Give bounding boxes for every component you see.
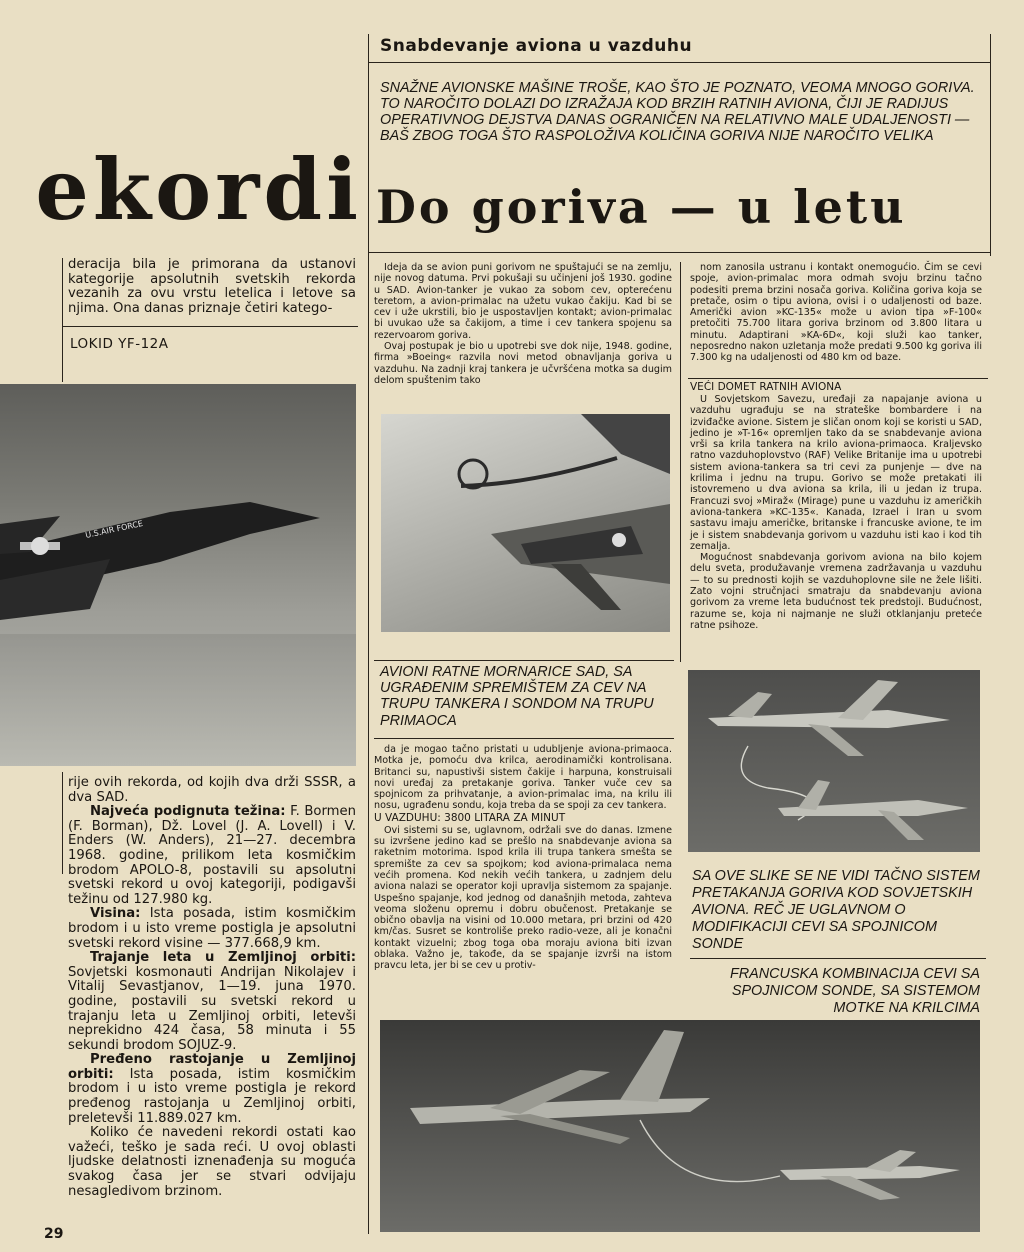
left-para-1: rije ovih rekorda, od kojih dva drži SSSR, a dva SAD. bbox=[68, 775, 356, 805]
left-column-rule bbox=[62, 258, 63, 382]
middle-para-1: Ideja da se avion puni gorivom ne spuštajući se na zemlju, nije novog datuma. Prvi pokušaji su učinjeni još 1930. godine u SAD. Avion-tanker je vukao za sobom cev, opterećenu teretom, a avion-primalac na užetu vukao čakiju. Kad bi se cev i uže ukrstili, bio je uspostavljen kontakt; avion-primalac bi uvukao uže sa čakijom, a time i cev tankera spojenu sa rezervoarom goriva. bbox=[374, 262, 672, 341]
plane-marking: U.S.AIR FORCE bbox=[84, 518, 144, 540]
title-underline bbox=[368, 62, 990, 63]
right-para-1: nom zanosila ustranu i kontakt onemogućio. Čim se cevi spoje, avion-primalac mora odmah svoju brzinu tačno podesiti prema brzini nosača goriva. Količina goriva koja se pretače, osim o tipu aviona, ovisi i o udaljenosti od baze. Američki avion »KC-135« može u avion tipa »F-100« pretočiti 75.700 litara goriva brzinom od 3.800 litara u minutu. Adaptirani »KA-6D«, koji služi kao tanker, neposredno nakon uzletanja može predati 9.500 kg goriva ili 7.300 kg na udaljenosti od 480 km od baze. bbox=[690, 262, 982, 364]
left-intro-text: deracija bila je primorana da ustanovi kategorije apsolutnih svetskih rekorda vezanih za ovu vrstu letelica i letove sa njima. Ona danas priznaje četiri katego- bbox=[68, 257, 356, 316]
middle-right-rule bbox=[680, 262, 681, 662]
french-refuel-photo bbox=[380, 1020, 980, 1232]
left-para-2-label: Najveća podignuta težina: bbox=[90, 804, 286, 820]
middle-col-bottom bbox=[374, 744, 672, 972]
middle-para-3: da je mogao tačno pristati u udubljenje aviona-primaoca. Motka je, pomoću dva krilca, aerodinamički kontrolisana. Britanci su, napustivši sistem čakije i harpuna, konstruisali novi uređaj za pretakanje goriva. Tanker vuče cev sa spojnicom za prihvatanje, a avion-primalac ima, na krilu ili nosu, ugrađenu sondu, koja treba da se spoji za cev tankera. bbox=[374, 744, 672, 812]
right-top-divider bbox=[688, 378, 988, 379]
navy-photo-caption: AVIONI RATNE MORNARICE SAD, SA UGRAĐENIM SPREMIŠTEM ZA CEV NA TRUPU TANKERA I SONDOM NA TRUPU PRIMAOCA bbox=[380, 664, 654, 729]
yf12-photo bbox=[0, 384, 356, 766]
article-intro: SNAŽNE AVIONSKE MAŠINE TROŠE, KAO ŠTO JE POZNATO, VEOMA MNOGO GORIVA. TO NAROČITO DOLAZI DO IZRAŽAJA KOD BRZIH RATNIH AVIONA, ČIJI JE RADIJUS OPERATIVNOG DEJSTVA DANAS OGRANIČEN NA RELATIVNO MALE UDALJENOSTI — BAŠ ZBOG TOGA ŠTO RASPOLOŽIVA KOLIČINA GORIVA NIJE NAROČITO VELIKA bbox=[380, 80, 975, 144]
article-headline: Do goriva — u letu bbox=[376, 180, 907, 234]
left-para-6: Koliko će navedeni rekordi ostati kao važeći, teško je sada reći. U ovoj oblasti ljudske delatnosti iznenađenja su moguća svakog časa jer se stvari odvijaju nesagledivom brzinom. bbox=[68, 1125, 356, 1199]
middle-para-4: Ovi sistemi su se, uglavnom, održali sve do danas. Izmene su izvršene jedino kad se prešlo na snabdevanje aviona sa raketnim motorima. Ispod krila ili trupa tankera smešta se spremište za cev sa spojkom; kod aviona-primalaca nema većih promena. Kod nekih većih tankera, u zadnjem delu aviona nalazi se operator koji upravlja sistemom za spajanje. Uspešno spajanje, kod jednog od današnjih metoda, zahteva veoma složenu opremu i dobru obučenost. Pretakanje se obično obavlja na visini od 10.000 metara, pri brzini od 420 km/čas. Susret se kontroliše preko radio-veze, ali je konačni kontakt vizuelni; zbog toga oba moraju aviona biti izvan oblaka. Važno je, takođe, da se spajanje izvrši na istom pravcu leta, jer bi se cev u protiv- bbox=[374, 824, 672, 972]
middle-para-2: Ovaj postupak je bio u upotrebi sve dok nije, 1948. godine, firma »Boeing« razvila novi metod obnavljanja goriva u vazduhu. Na zadnji kraj tankera je učvršćena motka sa dugim delom spuštenim tako bbox=[374, 341, 672, 386]
right-col-top bbox=[690, 262, 982, 364]
soviet-aircraft-icon bbox=[688, 670, 980, 852]
french-photo-caption: FRANCUSKA KOMBINACIJA CEVI SA SPOJNICOM SONDE, SA SISTEMOM MOTKE NA KRILCIMA bbox=[729, 966, 980, 1016]
article-right-rule bbox=[990, 34, 991, 256]
middle-photo-divider bbox=[374, 660, 674, 661]
headline-underline bbox=[368, 252, 990, 253]
left-para-5-label: Pređeno rastojanje u Zemljinoj orbiti: bbox=[68, 1052, 356, 1082]
navy-refuel-photo bbox=[381, 414, 670, 632]
left-bottom-rule bbox=[62, 772, 63, 874]
middle-subhead: U VAZDUHU: 3800 LITARA ZA MINUT bbox=[374, 811, 566, 824]
left-para-3-label: Visina: bbox=[90, 906, 141, 922]
left-headline-fragment: ekordi bbox=[35, 140, 362, 239]
middle-col-top bbox=[374, 262, 672, 386]
left-intro-divider bbox=[62, 326, 358, 327]
article-left-rule bbox=[368, 34, 369, 1234]
middle-caption-divider bbox=[374, 738, 674, 739]
right-subhead: VEĆI DOMET RATNIH AVIONA bbox=[690, 381, 842, 393]
running-title: Snabdevanje aviona u vazduhu bbox=[380, 36, 693, 56]
left-photo-label: LOKID YF-12A bbox=[70, 336, 169, 352]
left-body-column bbox=[68, 776, 356, 1199]
refuel-probe-icon bbox=[381, 414, 670, 632]
french-aircraft-icon bbox=[380, 1020, 980, 1232]
soviet-refuel-photo bbox=[688, 670, 980, 852]
left-para-3-text: Ista posada, istim kosmičkim brodom i u isto vreme postigla je apsolutni svetski rekord visine — 377.668,9 km. bbox=[68, 906, 356, 951]
left-para-2-text: F. Bormen (F. Borman), Dž. Lovel (J. A. Lovell) i V. Enders (W. Anders), 21—27. decembra 1968. godine, prilikom leta kosmičkim brodom APOLO-8, postavili su apsolutni svetski rekord u ovoj kategoriji, podigavši težinu od 127.980 kg. bbox=[68, 804, 356, 907]
page-number: 29 bbox=[44, 1226, 64, 1242]
left-para-4-text: Sovjetski kosmonauti Andrijan Nikolajev i Vitalij Sevastjanov, 1—19. juna 1970. godine, postavili su svetski rekord u trajanju leta u Zemljinoj orbiti, letevši neprekidno 424 časa, 58 minuta i 55 sekundi brodom SOJUZ-9. bbox=[68, 964, 356, 1053]
right-para-3: Mogućnost snabdevanja gorivom aviona na bilo kojem delu sveta, produžavanje vremena zadržavanja u vazduhu — to su prednosti kojih se vazduhoplovne sile ne žele lišiti. Zato vojni stručnjaci smatraju da snabdevanju aviona gorivom za vreme leta budućnost tek predstoji. Budućnost, razume se, koja ni najmanje ne služi otklanjanju preteće ratne psihoze. bbox=[690, 552, 982, 631]
soviet-photo-caption: SA OVE SLIKE SE NE VIDI TAČNO SISTEM PRETAKANJA GORIVA KOD SOVJETSKIH AVIONA. REČ JE UGLAVNOM O MODIFIKACIJI CEVI SA SPOJNICOM SONDE bbox=[692, 868, 980, 952]
left-para-4-label: Trajanje leta u Zemljinoj orbiti: bbox=[90, 950, 356, 966]
left-para-5-text: Ista posada, istim kosmičkim brodom i u isto vreme postigla je rekord pređenog rastojanja u Zemljinoj orbiti, preletevši 11.889.027 km. bbox=[68, 1066, 356, 1126]
yf12-aircraft-icon bbox=[0, 384, 356, 766]
right-para-2: U Sovjetskom Savezu, uređaji za napajanje aviona u vazduhu ugrađuju se na strateške bombardere i na izviđačke avione. Sistem je sličan onom koji se koristi u SAD, jedino je »T-16« opremljen tako da se snabdevanje aviona vrši sa krila tankera na krilo aviona-primaoca. Kraljevsko ratno vazduhoplovstvo (RAF) Velike Britanije ima u upotrebi sistem aviona-tankera sa tri cevi za punjenje — dve na krilima i jednu na trupu. Gorivo se može pretakati ili istovremeno u dva aviona sa krila, ili u jedan iz trupa. Francuzi svoj »Miraž« (Mirage) pune u vazduhu iz američkih aviona-tankera »KC-135«. Kanada, Izrael i Iran u svom sastavu imaju američke, britanske i francuske avione, te im je i sistem snabdevanja gorivom u vazduhu isti kao i kod tih zemalja. bbox=[690, 394, 982, 552]
right-col-middle bbox=[690, 381, 982, 631]
right-caption-divider bbox=[690, 958, 986, 959]
